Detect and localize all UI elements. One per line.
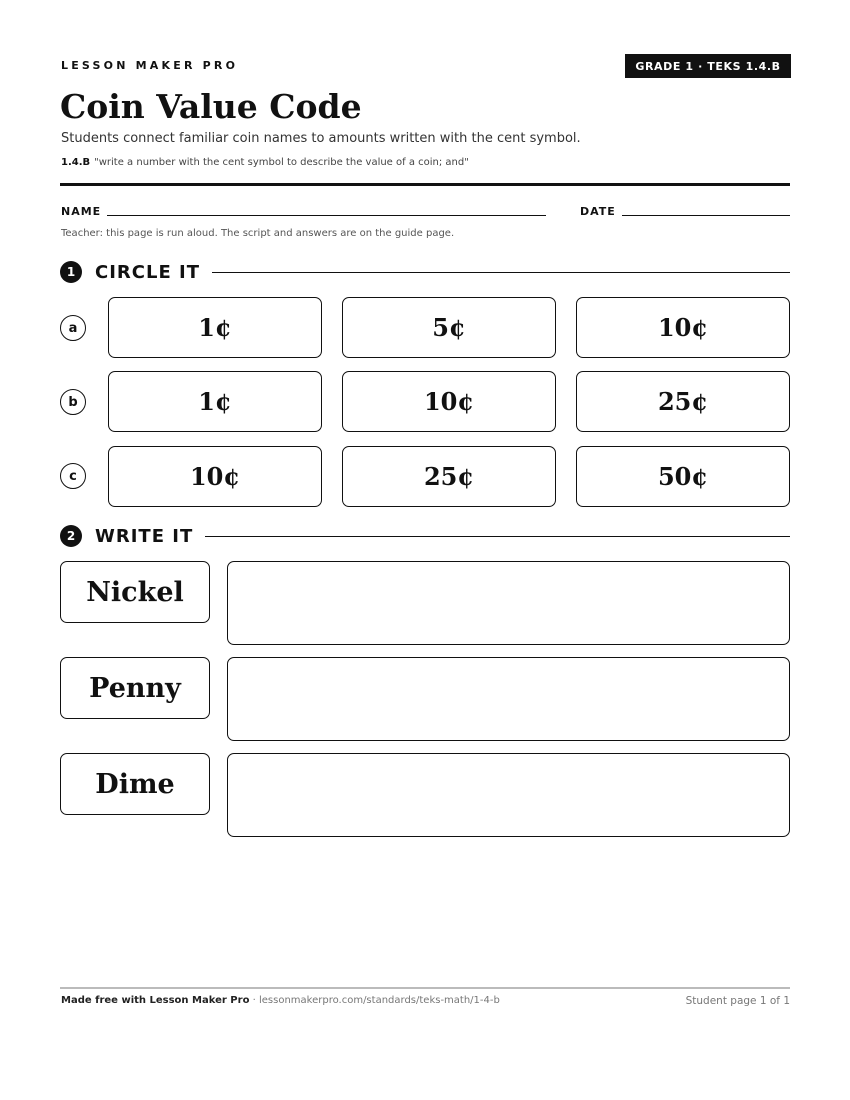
brand-name: LESSON MAKER PRO: [61, 59, 239, 72]
coin-option[interactable]: 10¢: [108, 446, 322, 507]
standard-line: [61, 157, 469, 168]
page-subtitle: Students connect familiar coin names to amounts written with the cent symbol.: [61, 131, 581, 146]
section-rule: [205, 536, 790, 537]
section-circle-it-header: [60, 260, 790, 284]
grade-badge: GRADE 1 · TEKS 1.4.B: [625, 54, 791, 78]
name-line[interactable]: [107, 215, 546, 216]
coin-option[interactable]: 50¢: [576, 446, 790, 507]
answer-box-penny[interactable]: [227, 657, 790, 741]
section-number: 2: [60, 525, 82, 547]
row-letter-b: b: [60, 389, 86, 415]
standard-text: "write a number with the cent symbol to describe the value of a coin; and": [94, 157, 469, 168]
footer-credit: [61, 995, 500, 1006]
footer-page-number: Student page 1 of 1: [685, 995, 790, 1007]
section-title: WRITE IT: [95, 525, 194, 547]
standard-code: 1.4.B: [61, 157, 91, 168]
coin-option[interactable]: 25¢: [576, 371, 790, 432]
row-letter-a: a: [60, 315, 86, 341]
page-title: Coin Value Code: [60, 87, 362, 126]
coin-option[interactable]: 5¢: [342, 297, 556, 358]
coin-name-dime: Dime: [60, 753, 210, 815]
name-label: NAME: [61, 205, 102, 218]
coin-option[interactable]: 25¢: [342, 446, 556, 507]
coin-name-nickel: Nickel: [60, 561, 210, 623]
footer-url: · lessonmakerpro.com/standards/teks-math/1-4-b: [249, 995, 500, 1006]
answer-box-nickel[interactable]: [227, 561, 790, 645]
coin-option[interactable]: 1¢: [108, 297, 322, 358]
row-letter-c: c: [60, 463, 86, 489]
section-write-it-header: [60, 524, 790, 548]
date-label: DATE: [580, 205, 616, 218]
section-number: 1: [60, 261, 82, 283]
header-divider: [60, 183, 790, 186]
coin-option[interactable]: 10¢: [342, 371, 556, 432]
section-title: CIRCLE IT: [95, 261, 200, 283]
teacher-note: Teacher: this page is run aloud. The script and answers are on the guide page.: [61, 228, 455, 239]
footer-made-with: Made free with Lesson Maker Pro: [61, 995, 250, 1006]
date-line[interactable]: [622, 215, 790, 216]
footer-divider: [60, 987, 790, 989]
answer-box-dime[interactable]: [227, 753, 790, 837]
coin-option[interactable]: 1¢: [108, 371, 322, 432]
section-rule: [212, 272, 790, 273]
coin-name-penny: Penny: [60, 657, 210, 719]
coin-option[interactable]: 10¢: [576, 297, 790, 358]
